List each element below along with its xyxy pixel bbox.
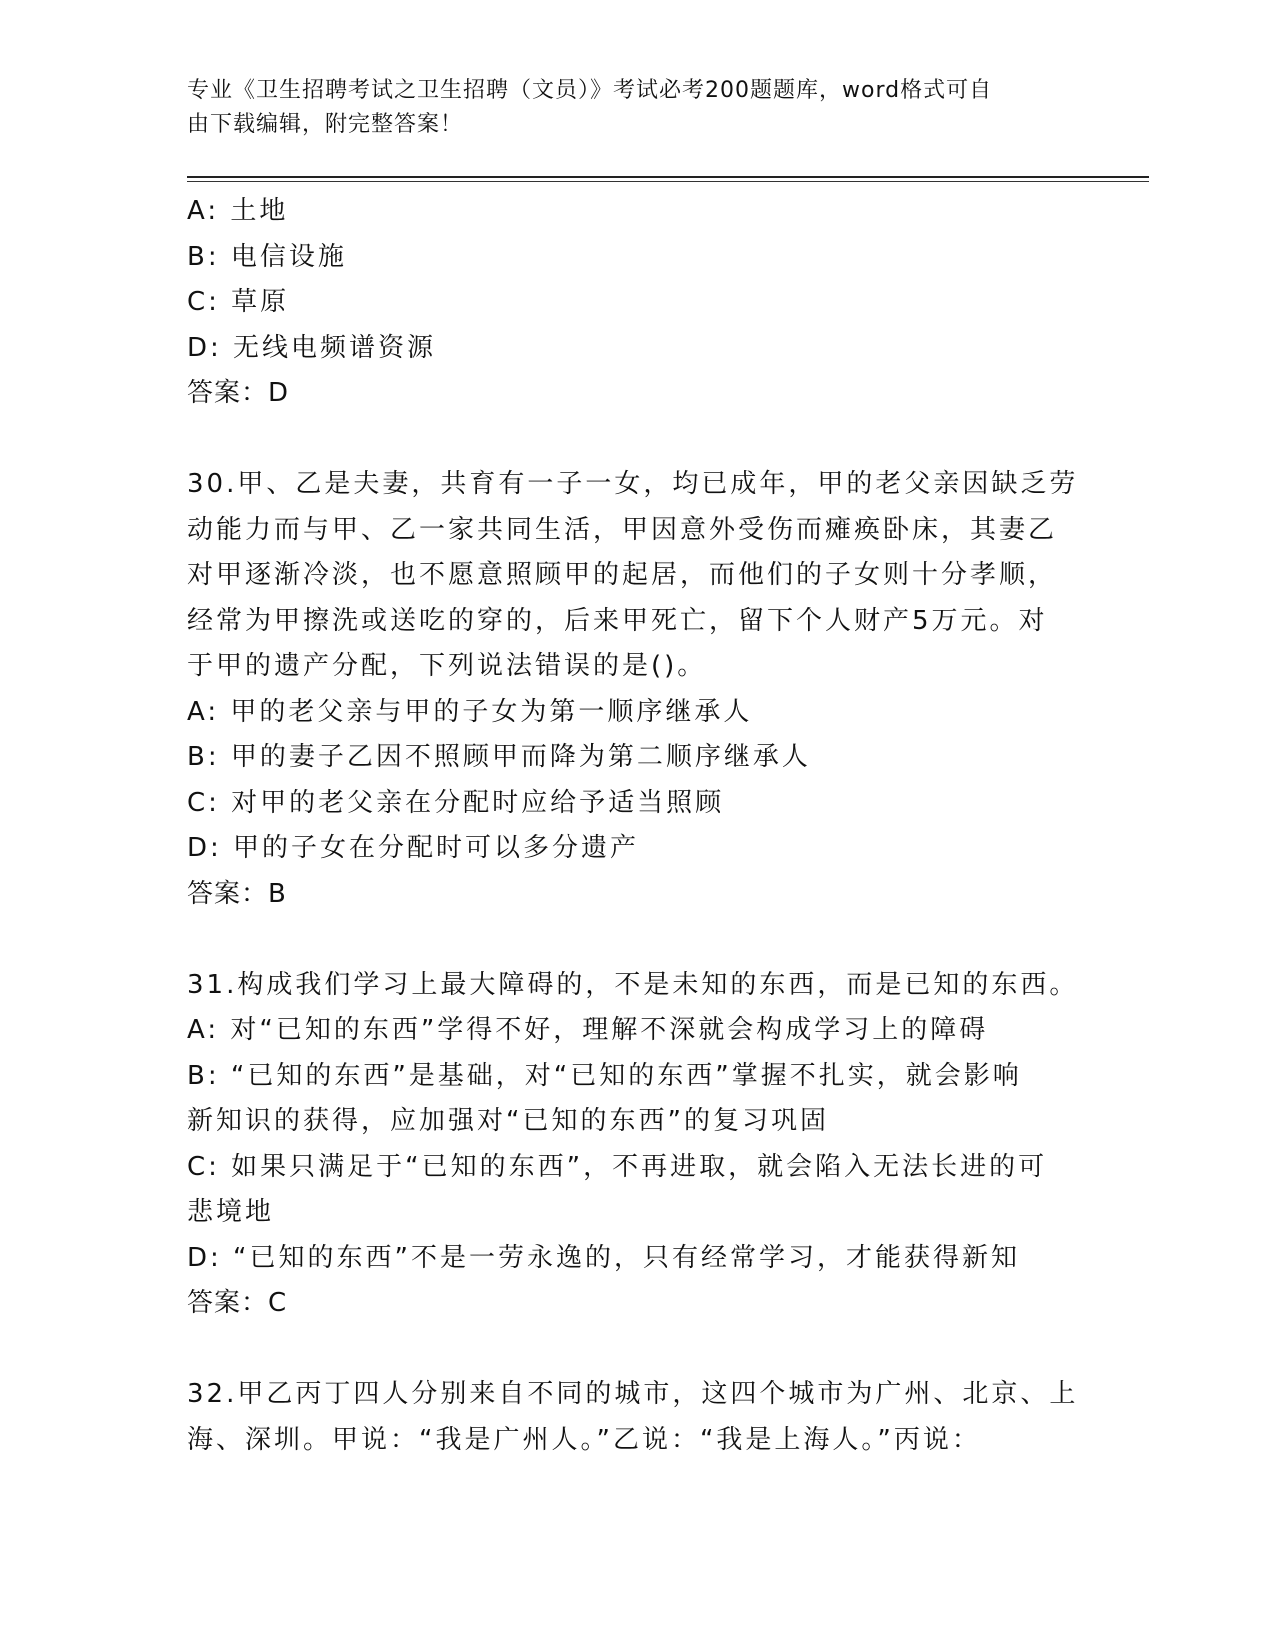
question-30	[187, 462, 1087, 917]
header-line-1: 专业《卫生招聘考试之卫生招聘（文员）》考试必考200题题库，word格式可自	[187, 78, 993, 103]
question-stem-line: 30.甲、乙是夫妻，共育有一子一女，均已成年，甲的老父亲因缺乏劳	[187, 469, 1079, 499]
answer-line: 答案：B	[187, 878, 287, 909]
header-divider-thin	[187, 181, 1149, 182]
option-c: C: 草原	[187, 287, 290, 317]
question-31	[187, 963, 1087, 1327]
option-b: B: “已知的东西”是基础，对“已知的东西”掌握不扎实，就会影响	[187, 1060, 1022, 1091]
option-a: A: 甲的老父亲与甲的子女为第一顺序继承人	[187, 696, 753, 727]
option-c: C: 对甲的老父亲在分配时应给予适当照顾	[187, 787, 725, 818]
header-line-2: 由下载编辑，附完整答案！	[187, 112, 464, 137]
question-stem-line: 海、深圳。甲说：“我是广州人。”乙说：“我是上海人。”丙说：	[187, 1424, 981, 1455]
question-stem-line: 于甲的遗产分配，下列说法错误的是()。	[187, 651, 707, 681]
option-d: D: “已知的东西”不是一劳永逸的，只有经常学习，才能获得新知	[187, 1242, 1020, 1273]
option-c: C: 如果只满足于“已知的东西”，不再进取，就会陷入无法长进的可	[187, 1151, 1048, 1182]
question-32	[187, 1372, 1087, 1463]
option-b: B: 电信设施	[187, 241, 347, 272]
document-header	[187, 74, 1067, 142]
spacer	[187, 417, 1087, 463]
question-stem-line: 对甲逐渐冷淡，也不愿意照顾甲的起居，而他们的子女则十分孝顺，	[187, 560, 1058, 590]
header-divider-thick	[187, 176, 1149, 178]
option-a: A: 土地	[187, 196, 289, 226]
answer-line: 答案：D	[187, 378, 290, 408]
question-stem-line: 动能力而与甲、乙一家共同生活，甲因意外受伤而瘫痪卧床，其妻乙	[187, 514, 1058, 545]
option-c-continued: 悲境地	[187, 1197, 275, 1227]
option-a: A: 对“已知的东西”学得不好，理解不深就会构成学习上的障碍	[187, 1015, 989, 1045]
spacer	[187, 917, 1087, 963]
question-stem-line: 32.甲乙丙丁四人分别来自不同的城市，这四个城市为广州、北京、上	[187, 1379, 1079, 1409]
question-stem-line: 经常为甲擦洗或送吃的穿的，后来甲死亡，留下个人财产5万元。对	[187, 605, 1048, 636]
option-d: D: 甲的子女在分配时可以多分遗产	[187, 833, 640, 863]
spacer	[187, 1327, 1087, 1373]
answer-line: 答案：C	[187, 1288, 288, 1318]
question-29-options	[187, 189, 1087, 417]
option-d: D: 无线电频谱资源	[187, 332, 437, 363]
option-b: B: 甲的妻子乙因不照顾甲而降为第二顺序继承人	[187, 742, 811, 772]
option-b-continued: 新知识的获得，应加强对“已知的东西”的复习巩固	[187, 1106, 829, 1136]
question-list	[187, 189, 1087, 1463]
question-stem-line: 31.构成我们学习上最大障碍的，不是未知的东西，而是已知的东西。	[187, 969, 1079, 1000]
